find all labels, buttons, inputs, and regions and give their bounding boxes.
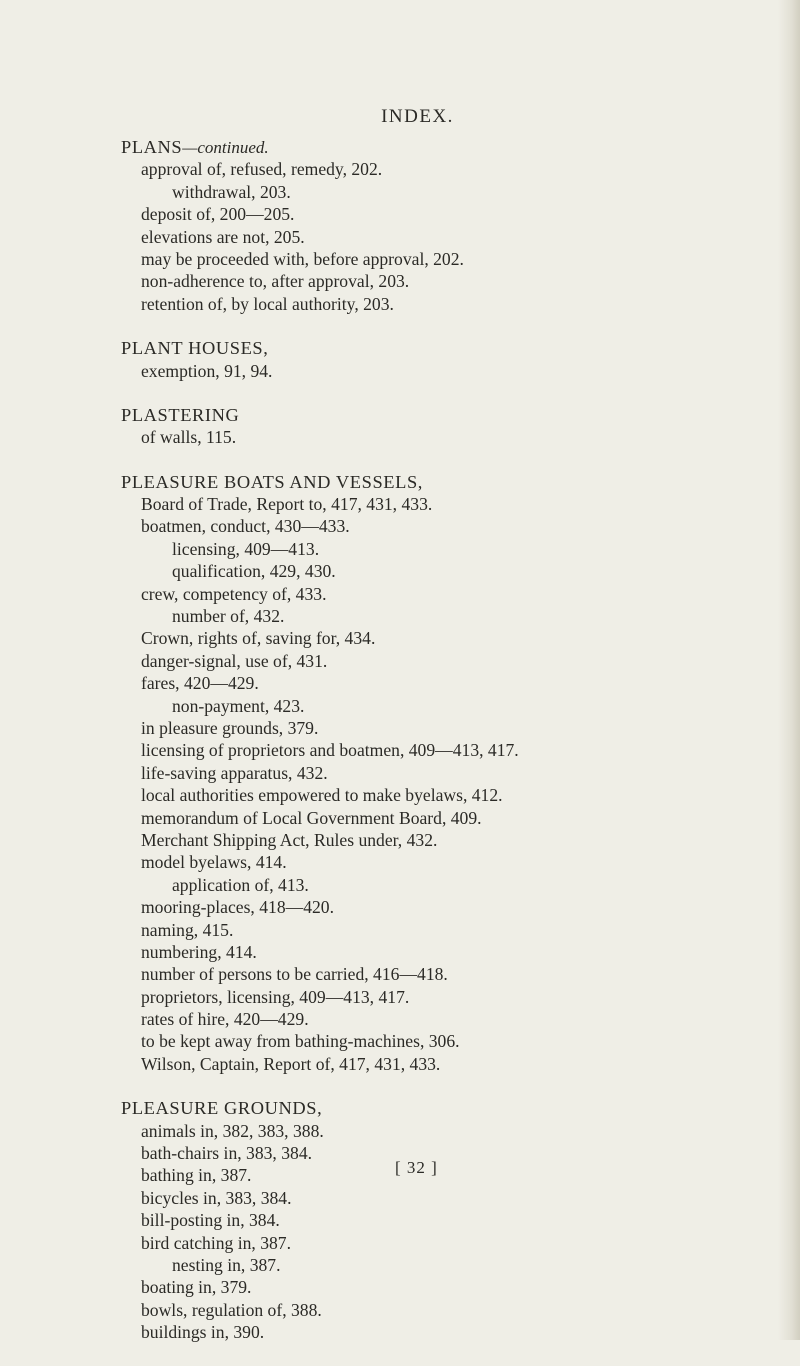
index-subentry: bathing in, 387. [141,1165,252,1186]
index-subentry: exemption, 91, 94. [141,360,273,381]
index-subentry: rates of hire, 420—429. [141,1009,309,1030]
index-subsubentry: withdrawal, 203. [172,181,291,202]
index-subentry: boatmen, conduct, 430—433. [141,516,350,537]
index-subsubentry: qualification, 429, 430. [172,561,336,582]
index-subentry: local authorities empowered to make byelaws, 412. [141,785,503,806]
index-subentry: bowls, regulation of, 388. [141,1299,322,1320]
index-subentry: animals in, 382, 383, 388. [141,1120,324,1141]
index-subsubentry: non-payment, 423. [172,695,305,716]
running-head: INDEX. [381,106,454,127]
index-subentry: mooring-places, 418—420. [141,897,335,918]
index-subentry: Merchant Shipping Act, Rules under, 432. [141,829,438,850]
index-subentry: bath-chairs in, 383, 384. [141,1143,313,1164]
index-subentry: danger-signal, use of, 431. [141,650,328,671]
index-entry [121,1097,793,1343]
index-subentry: bill-posting in, 384. [141,1210,280,1231]
index-subentry: retention of, by local authority, 203. [141,293,394,314]
index-subentry: of walls, 115. [141,427,237,448]
index-subentry: licensing of proprietors and boatmen, 409—413, 417. [141,740,519,761]
entry-heading-text: PLANT HOUSES, [121,338,269,359]
index-subentry: fares, 420—429. [141,673,259,694]
index-subentry: Board of Trade, Report to, 417, 431, 433. [141,494,433,515]
index-entry [121,337,793,382]
index-subsubentry: application of, 413. [172,874,309,895]
index-subentry: proprietors, licensing, 409—413, 417. [141,986,410,1007]
index-entry [121,471,793,1076]
entry-heading [121,471,793,493]
entry-heading-text: PLEASURE BOATS AND VESSELS, [121,471,423,492]
entry-heading-text: PLANS [121,137,183,157]
index-subentry: naming, 415. [141,919,234,940]
page-number: [ 32 ] [395,1158,438,1177]
index-subentry: bird catching in, 387. [141,1232,292,1253]
index-subentry: life-saving apparatus, 432. [141,762,328,783]
index-subentry: non-adherence to, after approval, 203. [141,271,410,292]
index-subentry: model byelaws, 414. [141,852,287,873]
index-subentry: numbering, 414. [141,941,257,962]
index-subentry: crew, competency of, 433. [141,583,327,604]
entry-heading-text: PLASTERING [121,404,240,425]
index-subsubentry: licensing, 409—413. [172,538,320,559]
index-subentry: Wilson, Captain, Report of, 417, 431, 433. [141,1053,441,1074]
index-subentry: bicycles in, 383, 384. [141,1187,292,1208]
index-subentry: in pleasure grounds, 379. [141,717,319,738]
index-subentry: boating in, 379. [141,1277,252,1298]
index-subentry: approval of, refused, remedy, 202. [141,159,383,180]
entry-heading-text: PLEASURE GROUNDS, [121,1098,323,1119]
entry-heading [121,337,793,359]
index-subentry: memorandum of Local Government Board, 409. [141,807,482,828]
entry-heading [121,404,793,426]
index-subentry: elevations are not, 205. [141,226,305,247]
index-subentry: buildings in, 390. [141,1322,265,1343]
index-subentry: number of persons to be carried, 416—418. [141,964,448,985]
index-subentry: to be kept away from bathing-machines, 306. [141,1031,460,1052]
entry-heading [121,136,793,158]
index-subsubentry: nesting in, 387. [172,1254,281,1275]
index-subentry: may be proceeded with, before approval, 202. [141,248,464,269]
entry-heading [121,1097,793,1119]
entry-heading-continued: —continued. [182,138,269,157]
index-entry [121,404,793,449]
index-content [121,136,793,1366]
index-subentry: Crown, rights of, saving for, 434. [141,628,376,649]
index-subsubentry: number of, 432. [172,606,285,627]
index-entry [121,136,793,315]
index-subentry: deposit of, 200—205. [141,204,295,225]
